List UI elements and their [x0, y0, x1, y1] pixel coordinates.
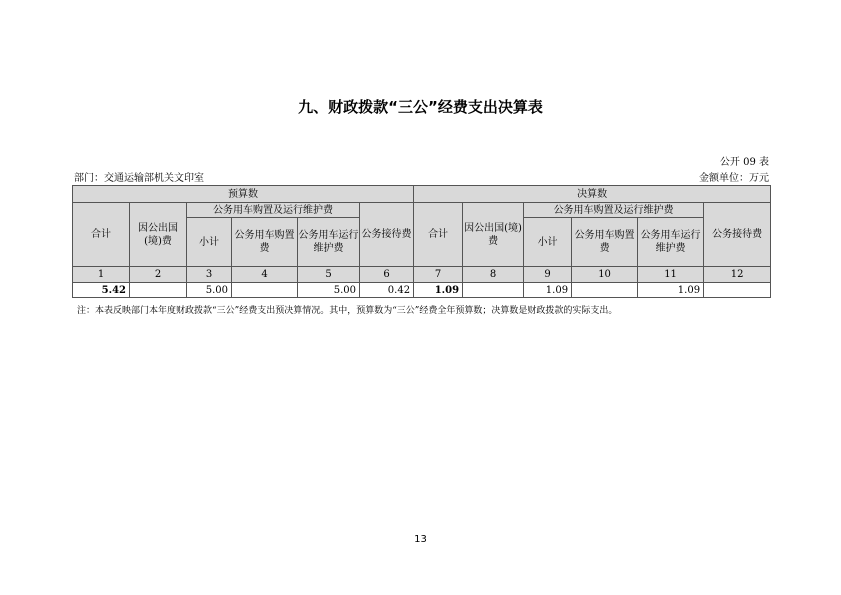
budget-car-group-header: 公务用车购置及运行维护费 [187, 203, 360, 218]
unit-label: 金额单位：万元 [699, 173, 769, 184]
budget-abroad-header: 因公出国(境)费 [130, 203, 187, 267]
final-group-header: 决算数 [414, 186, 771, 203]
budget-total-header: 合计 [73, 203, 130, 267]
budget-car-operation-header: 公务用车运行维护费 [298, 218, 360, 267]
budget-abroad-value [130, 283, 187, 298]
final-total-value: 1.09 [414, 283, 463, 298]
column-number: 8 [463, 267, 524, 283]
final-reception-header: 公务接待费 [704, 203, 771, 267]
final-subtotal-header: 小计 [524, 218, 572, 267]
final-car-operation-value: 1.09 [638, 283, 704, 298]
budget-reception-header: 公务接待费 [360, 203, 414, 267]
budget-subtotal-header: 小计 [187, 218, 232, 267]
final-car-group-header: 公务用车购置及运行维护费 [524, 203, 704, 218]
column-number: 12 [704, 267, 771, 283]
budget-car-purchase-value [232, 283, 298, 298]
column-number: 3 [187, 267, 232, 283]
column-number: 11 [638, 267, 704, 283]
final-car-purchase-header: 公务用车购置费 [572, 218, 638, 267]
final-total-header: 合计 [414, 203, 463, 267]
department-label: 部门：交通运输部机关文印室 [74, 173, 204, 184]
budget-group-header: 预算数 [73, 186, 414, 203]
column-number: 6 [360, 267, 414, 283]
expense-table [72, 185, 771, 298]
budget-reception-value: 0.42 [360, 283, 414, 298]
budget-subtotal-value: 5.00 [187, 283, 232, 298]
table-note: 注：本表反映部门本年度财政拨款“三公”经费支出预决算情况。其中，预算数为“三公”经费全年预算数；决算数是财政拨款的实际支出。 [77, 306, 618, 316]
column-number: 5 [298, 267, 360, 283]
column-number: 2 [130, 267, 187, 283]
column-number: 1 [73, 267, 130, 283]
final-car-operation-header: 公务用车运行维护费 [638, 218, 704, 267]
column-number: 9 [524, 267, 572, 283]
page-title: 九、财政拨款“三公”经费支出决算表 [298, 98, 543, 116]
form-number: 公开 09 表 [719, 157, 769, 168]
final-reception-value [704, 283, 771, 298]
final-abroad-value [463, 283, 524, 298]
final-subtotal-value: 1.09 [524, 283, 572, 298]
column-number: 7 [414, 267, 463, 283]
final-abroad-header: 因公出国(境)费 [463, 203, 524, 267]
column-number: 10 [572, 267, 638, 283]
budget-car-operation-value: 5.00 [298, 283, 360, 298]
budget-total-value: 5.42 [73, 283, 130, 298]
budget-car-purchase-header: 公务用车购置费 [232, 218, 298, 267]
column-number: 4 [232, 267, 298, 283]
table-row [73, 283, 771, 298]
final-car-purchase-value [572, 283, 638, 298]
page-number: 13 [414, 534, 427, 545]
